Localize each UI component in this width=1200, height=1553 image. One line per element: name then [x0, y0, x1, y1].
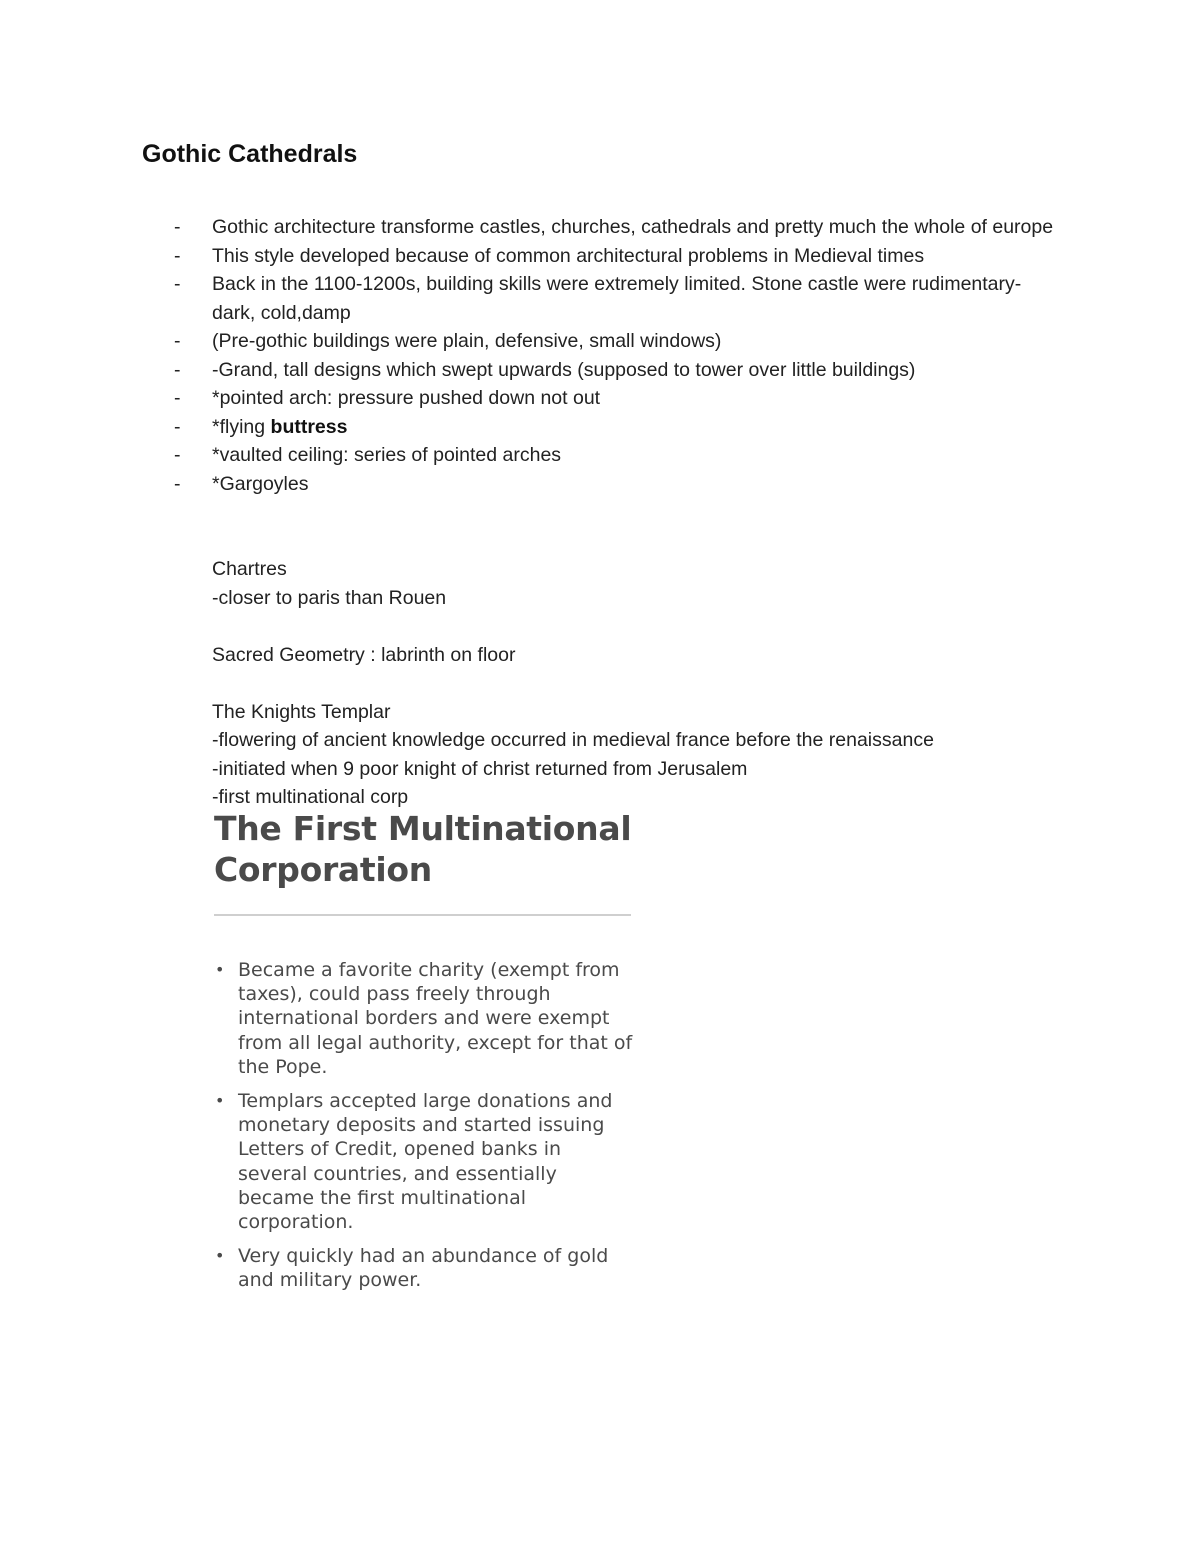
- slide-bullet-list: [214, 958, 634, 1303]
- slide-list-item: [214, 958, 634, 1079]
- bullet-icon: •: [215, 1246, 225, 1266]
- dash-marker: -: [174, 244, 181, 267]
- list-item: [174, 384, 1054, 413]
- notes-section: [212, 555, 1112, 812]
- chartres-note: -closer to paris than Rouen: [212, 586, 447, 609]
- bullet-list: [174, 213, 1054, 498]
- templar-note: -first multinational corp: [212, 786, 409, 808]
- slide-list-item-text: Became a favorite charity (exempt from taxes), could pass freely through international borders and were exempt from all legal authority, except for that of the Pope.: [238, 959, 633, 1078]
- list-item: [174, 213, 1054, 242]
- list-item: [174, 242, 1054, 271]
- list-item-text: Back in the 1100-1200s, building skills were extremely limited. Stone castle were rudimentary- dark, cold,damp: [212, 273, 1022, 324]
- dash-marker: -: [174, 415, 181, 438]
- list-item-text: Gothic architecture transforme castles, churches, cathedrals and pretty much the whole of europe: [212, 216, 1054, 238]
- dash-marker: -: [174, 330, 181, 352]
- dash-marker: -: [174, 273, 181, 295]
- slide-title: [214, 808, 634, 890]
- templar-note: -initiated when 9 poor knight of christ returned from Jerusalem: [212, 757, 748, 780]
- spacer: [212, 669, 1112, 698]
- dash-marker: -: [174, 216, 181, 238]
- bullet-icon: •: [215, 960, 225, 979]
- list-item: [174, 441, 1054, 470]
- slide-list-item-text: Very quickly had an abundance of gold and military power.: [238, 1245, 609, 1292]
- slide-title-line: Corporation: [214, 850, 432, 889]
- bold-term: buttress: [270, 415, 348, 438]
- spacer: [212, 612, 1112, 641]
- dash-marker: -: [174, 358, 181, 381]
- slide-list-item: [214, 1089, 634, 1234]
- list-item-text: *flying: [212, 415, 271, 438]
- slide-list-item: [214, 1244, 634, 1292]
- list-item: [174, 413, 1054, 442]
- list-item-text: *Gargoyles: [212, 472, 309, 495]
- list-item-text: This style developed because of common architectural problems in Medieval times: [212, 244, 925, 267]
- list-item: [174, 327, 1054, 356]
- templar-note: -flowering of ancient knowledge occurred in medieval france before the renaissance: [212, 729, 934, 751]
- slide-divider: [214, 914, 631, 916]
- list-item-text: (Pre-gothic buildings were plain, defensive, small windows): [212, 330, 722, 352]
- sacred-geometry-note: Sacred Geometry : labrinth on floor: [212, 643, 516, 666]
- dash-marker: -: [174, 444, 181, 466]
- templar-heading: The Knights Templar: [212, 700, 391, 723]
- dash-marker: -: [174, 387, 181, 409]
- slide-title-line: The First Multinational: [214, 809, 632, 848]
- bullet-icon: •: [215, 1091, 225, 1111]
- dash-marker: -: [174, 472, 181, 495]
- list-item: [174, 470, 1054, 499]
- list-item-text: -Grand, tall designs which swept upwards (supposed to tower over little buildings): [212, 358, 916, 381]
- document-title: Gothic Cathedrals: [142, 140, 358, 168]
- list-item-text: *pointed arch: pressure pushed down not out: [212, 387, 601, 409]
- slide-list-item-text: Templars accepted large donations and monetary deposits and started issuing Letters of Credit, opened banks in several countries, and essentially became the first multinational corporation.: [238, 1090, 613, 1234]
- list-item-text: *vaulted ceiling: series of pointed arches: [212, 444, 562, 466]
- embedded-slide-image: [214, 808, 634, 1292]
- list-item: [174, 356, 1054, 385]
- chartres-heading: Chartres: [212, 558, 287, 580]
- list-item: [174, 270, 1054, 327]
